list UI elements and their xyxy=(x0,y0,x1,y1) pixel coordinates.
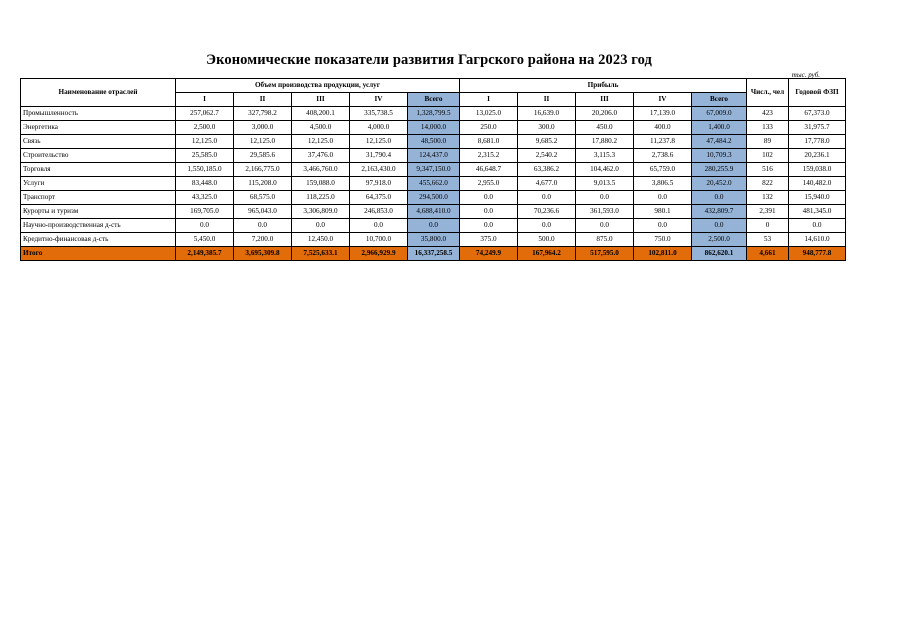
profit-q1-cell: 74,249.9 xyxy=(460,247,518,261)
annual-payroll-cell: 481,345.0 xyxy=(789,205,846,219)
header-volume-q4: IV xyxy=(350,93,408,107)
header-name: Наименование отраслей xyxy=(21,79,176,107)
volume-total-cell: 455,662.0 xyxy=(408,177,460,191)
volume-q1-cell: 1,550,185.0 xyxy=(176,163,234,177)
profit-q4-cell: 102,811.0 xyxy=(634,247,692,261)
annual-payroll-cell: 140,482.0 xyxy=(789,177,846,191)
volume-q1-cell: 257,062.7 xyxy=(176,107,234,121)
volume-total-cell: 35,800.0 xyxy=(408,233,460,247)
volume-q4-cell: 12,125.0 xyxy=(350,135,408,149)
profit-q3-cell: 3,115.3 xyxy=(576,149,634,163)
staff-count-cell: 133 xyxy=(747,121,789,135)
staff-count-cell: 102 xyxy=(747,149,789,163)
table-row xyxy=(21,135,846,149)
volume-q2-cell: 7,200.0 xyxy=(234,233,292,247)
profit-q4-cell: 3,806.5 xyxy=(634,177,692,191)
header-profit-q2: II xyxy=(518,93,576,107)
profit-total-cell: 67,009.0 xyxy=(692,107,747,121)
profit-total-cell: 2,500.0 xyxy=(692,233,747,247)
profit-total-cell: 280,255.9 xyxy=(692,163,747,177)
volume-q2-cell: 3,000.0 xyxy=(234,121,292,135)
volume-total-cell: 294,500.0 xyxy=(408,191,460,205)
volume-q4-cell: 246,853.0 xyxy=(350,205,408,219)
volume-q2-cell: 12,125.0 xyxy=(234,135,292,149)
volume-q1-cell: 83,448.0 xyxy=(176,177,234,191)
volume-q2-cell: 115,208.0 xyxy=(234,177,292,191)
volume-total-cell: 14,000.0 xyxy=(408,121,460,135)
profit-q3-cell: 20,206.0 xyxy=(576,107,634,121)
staff-count-cell: 89 xyxy=(747,135,789,149)
industry-name-cell: Кредитно-финансовая д-сть xyxy=(21,233,176,247)
header-volume-total: Всего xyxy=(408,93,460,107)
volume-total-cell: 9,347,150.0 xyxy=(408,163,460,177)
header-profit-total: Всего xyxy=(692,93,747,107)
volume-q2-cell: 2,166,775.0 xyxy=(234,163,292,177)
staff-count-cell: 0 xyxy=(747,219,789,233)
profit-q2-cell: 0.0 xyxy=(518,191,576,205)
header-volume-q2: II xyxy=(234,93,292,107)
volume-q4-cell: 4,000.0 xyxy=(350,121,408,135)
volume-q3-cell: 12,450.0 xyxy=(292,233,350,247)
profit-q2-cell: 16,639.0 xyxy=(518,107,576,121)
staff-count-cell: 423 xyxy=(747,107,789,121)
volume-total-cell: 4,688,410.0 xyxy=(408,205,460,219)
staff-count-cell: 516 xyxy=(747,163,789,177)
profit-q2-cell: 0.0 xyxy=(518,219,576,233)
volume-q3-cell: 4,500.0 xyxy=(292,121,350,135)
profit-q4-cell: 0.0 xyxy=(634,219,692,233)
industry-name-cell: Торговля xyxy=(21,163,176,177)
volume-total-cell: 1,328,799.5 xyxy=(408,107,460,121)
header-profit: Прибыль xyxy=(460,79,747,93)
profit-q1-cell: 0.0 xyxy=(460,205,518,219)
profit-total-cell: 1,400.0 xyxy=(692,121,747,135)
profit-q4-cell: 400.0 xyxy=(634,121,692,135)
profit-q1-cell: 46,648.7 xyxy=(460,163,518,177)
volume-q3-cell: 3,306,809.0 xyxy=(292,205,350,219)
volume-q1-cell: 5,450.0 xyxy=(176,233,234,247)
profit-total-cell: 0.0 xyxy=(692,191,747,205)
volume-q3-cell: 37,476.0 xyxy=(292,149,350,163)
profit-q3-cell: 9,013.5 xyxy=(576,177,634,191)
table-row xyxy=(21,233,846,247)
volume-q4-cell: 31,790.4 xyxy=(350,149,408,163)
header-volume-q1: I xyxy=(176,93,234,107)
volume-q1-cell: 12,125.0 xyxy=(176,135,234,149)
profit-q2-cell: 70,236.6 xyxy=(518,205,576,219)
profit-q2-cell: 9,685.2 xyxy=(518,135,576,149)
table-row xyxy=(21,163,846,177)
volume-q2-cell: 327,798.2 xyxy=(234,107,292,121)
industry-name-cell: Строительство xyxy=(21,149,176,163)
header-profit-q4: IV xyxy=(634,93,692,107)
annual-payroll-cell: 67,373.0 xyxy=(789,107,846,121)
volume-q3-cell: 159,088.0 xyxy=(292,177,350,191)
table-row xyxy=(21,107,846,121)
total-row xyxy=(21,247,846,261)
profit-q2-cell: 2,540.2 xyxy=(518,149,576,163)
volume-q2-cell: 3,695,309.8 xyxy=(234,247,292,261)
profit-q2-cell: 500.0 xyxy=(518,233,576,247)
profit-q2-cell: 300.0 xyxy=(518,121,576,135)
profit-q4-cell: 65,759.0 xyxy=(634,163,692,177)
profit-q2-cell: 4,677.0 xyxy=(518,177,576,191)
profit-total-cell: 432,809.7 xyxy=(692,205,747,219)
annual-payroll-cell: 31,975.7 xyxy=(789,121,846,135)
volume-q1-cell: 169,705.0 xyxy=(176,205,234,219)
staff-count-cell: 2,391 xyxy=(747,205,789,219)
annual-payroll-cell: 20,236.1 xyxy=(789,149,846,163)
profit-total-cell: 10,709.3 xyxy=(692,149,747,163)
profit-total-cell: 20,452.0 xyxy=(692,177,747,191)
profit-q3-cell: 875.0 xyxy=(576,233,634,247)
volume-q4-cell: 335,738.5 xyxy=(350,107,408,121)
profit-q2-cell: 63,386.2 xyxy=(518,163,576,177)
profit-q3-cell: 0.0 xyxy=(576,191,634,205)
volume-q3-cell: 408,200.1 xyxy=(292,107,350,121)
profit-q3-cell: 450.0 xyxy=(576,121,634,135)
profit-q4-cell: 0.0 xyxy=(634,191,692,205)
volume-total-cell: 124,437.0 xyxy=(408,149,460,163)
profit-q4-cell: 2,738.6 xyxy=(634,149,692,163)
volume-q3-cell: 0.0 xyxy=(292,219,350,233)
profit-q3-cell: 0.0 xyxy=(576,219,634,233)
annual-payroll-cell: 17,778.0 xyxy=(789,135,846,149)
profit-q3-cell: 361,593.0 xyxy=(576,205,634,219)
header-volume: Объем производства продукции, услуг xyxy=(176,79,460,93)
annual-payroll-cell: 15,940.0 xyxy=(789,191,846,205)
industry-name-cell: Научно-производственная д-сть xyxy=(21,219,176,233)
volume-total-cell: 16,337,258.5 xyxy=(408,247,460,261)
profit-total-cell: 862,620.1 xyxy=(692,247,747,261)
profit-q1-cell: 0.0 xyxy=(460,191,518,205)
profit-q1-cell: 8,681.0 xyxy=(460,135,518,149)
economic-indicators-table xyxy=(20,78,846,261)
industry-name-cell: Итого xyxy=(21,247,176,261)
industry-name-cell: Энергетика xyxy=(21,121,176,135)
units-note: тыс. руб. xyxy=(791,71,820,79)
industry-name-cell: Промышленность xyxy=(21,107,176,121)
volume-q1-cell: 25,585.0 xyxy=(176,149,234,163)
volume-total-cell: 48,500.0 xyxy=(408,135,460,149)
volume-q4-cell: 2,163,430.0 xyxy=(350,163,408,177)
volume-q2-cell: 965,043.0 xyxy=(234,205,292,219)
profit-q1-cell: 0.0 xyxy=(460,219,518,233)
volume-q2-cell: 68,575.0 xyxy=(234,191,292,205)
staff-count-cell: 132 xyxy=(747,191,789,205)
header-profit-q1: I xyxy=(460,93,518,107)
volume-q3-cell: 118,225.0 xyxy=(292,191,350,205)
table-body xyxy=(21,107,846,261)
header-volume-q3: III xyxy=(292,93,350,107)
profit-q3-cell: 104,462.0 xyxy=(576,163,634,177)
annual-payroll-cell: 159,038.0 xyxy=(789,163,846,177)
page-title: Экономические показатели развития Гагрского района на 2023 год xyxy=(206,52,652,68)
volume-q4-cell: 2,966,929.9 xyxy=(350,247,408,261)
staff-count-cell: 53 xyxy=(747,233,789,247)
volume-q4-cell: 0.0 xyxy=(350,219,408,233)
staff-count-cell: 822 xyxy=(747,177,789,191)
table-row xyxy=(21,205,846,219)
header-payroll: Годовой ФЗП xyxy=(789,79,846,107)
volume-q3-cell: 3,466,760.0 xyxy=(292,163,350,177)
profit-q4-cell: 750.0 xyxy=(634,233,692,247)
industry-name-cell: Транспорт xyxy=(21,191,176,205)
volume-total-cell: 0.0 xyxy=(408,219,460,233)
profit-q4-cell: 980.1 xyxy=(634,205,692,219)
volume-q2-cell: 0.0 xyxy=(234,219,292,233)
header-staff: Числ., чел xyxy=(747,79,789,107)
volume-q3-cell: 7,525,633.1 xyxy=(292,247,350,261)
annual-payroll-cell: 0.0 xyxy=(789,219,846,233)
profit-q4-cell: 11,237.8 xyxy=(634,135,692,149)
profit-q1-cell: 2,315.2 xyxy=(460,149,518,163)
table-row xyxy=(21,121,846,135)
industry-name-cell: Курорты и туризм xyxy=(21,205,176,219)
profit-total-cell: 0.0 xyxy=(692,219,747,233)
profit-q1-cell: 2,955.0 xyxy=(460,177,518,191)
profit-q1-cell: 13,025.0 xyxy=(460,107,518,121)
annual-payroll-cell: 14,610.0 xyxy=(789,233,846,247)
profit-q1-cell: 375.0 xyxy=(460,233,518,247)
table-row xyxy=(21,219,846,233)
annual-payroll-cell: 948,777.8 xyxy=(789,247,846,261)
profit-total-cell: 47,484.2 xyxy=(692,135,747,149)
profit-q4-cell: 17,139.0 xyxy=(634,107,692,121)
profit-q3-cell: 517,595.0 xyxy=(576,247,634,261)
volume-q1-cell: 43,325.0 xyxy=(176,191,234,205)
volume-q2-cell: 29,585.6 xyxy=(234,149,292,163)
volume-q1-cell: 0.0 xyxy=(176,219,234,233)
volume-q1-cell: 2,500.0 xyxy=(176,121,234,135)
profit-q1-cell: 250.0 xyxy=(460,121,518,135)
table-row xyxy=(21,191,846,205)
volume-q4-cell: 64,375.0 xyxy=(350,191,408,205)
volume-q1-cell: 2,149,385.7 xyxy=(176,247,234,261)
volume-q4-cell: 97,918.0 xyxy=(350,177,408,191)
industry-name-cell: Связь xyxy=(21,135,176,149)
profit-q3-cell: 17,880.2 xyxy=(576,135,634,149)
staff-count-cell: 4,661 xyxy=(747,247,789,261)
profit-q2-cell: 167,964.2 xyxy=(518,247,576,261)
header-profit-q3: III xyxy=(576,93,634,107)
table-row xyxy=(21,149,846,163)
table-row xyxy=(21,177,846,191)
volume-q4-cell: 10,700.0 xyxy=(350,233,408,247)
industry-name-cell: Услуги xyxy=(21,177,176,191)
volume-q3-cell: 12,125.0 xyxy=(292,135,350,149)
